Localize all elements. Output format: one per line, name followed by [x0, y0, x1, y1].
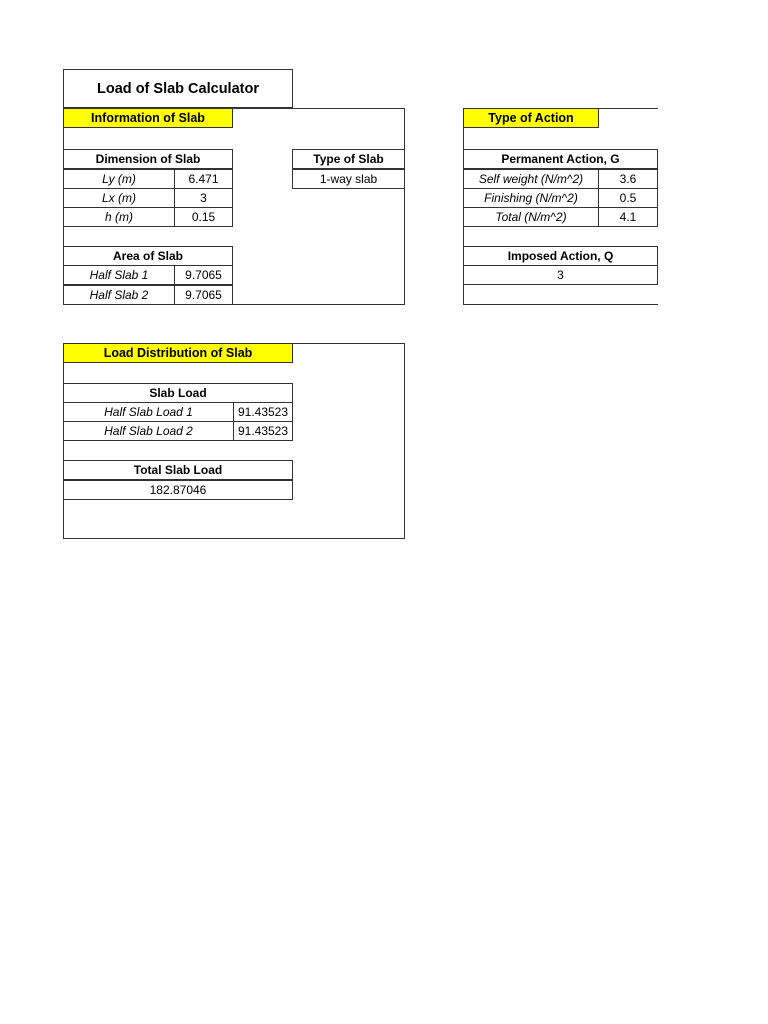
permanent-label-finishing: Finishing (N/m^2) — [463, 188, 599, 208]
slab-type-header: Type of Slab — [292, 149, 405, 169]
slab-load-label-1: Half Slab Load 1 — [63, 402, 234, 422]
permanent-value-self-weight[interactable]: 3.6 — [598, 169, 658, 189]
distribution-section — [63, 343, 405, 539]
dimension-label-h: h (m) — [63, 207, 175, 227]
imposed-action-value[interactable]: 3 — [463, 265, 658, 285]
area-value-half-1[interactable]: 9.7065 — [174, 265, 233, 285]
dimension-label-lx: Lx (m) — [63, 188, 175, 208]
total-slab-load-header: Total Slab Load — [63, 460, 293, 480]
permanent-action-header: Permanent Action, G — [463, 149, 658, 169]
permanent-label-total: Total (N/m^2) — [463, 207, 599, 227]
slab-load-value-2[interactable]: 91.43523 — [233, 421, 293, 441]
distribution-header: Load Distribution of Slab — [63, 343, 293, 363]
slab-load-header: Slab Load — [63, 383, 293, 403]
dimension-header: Dimension of Slab — [63, 149, 233, 169]
imposed-action-header: Imposed Action, Q — [463, 246, 658, 266]
slab-load-value-1[interactable]: 91.43523 — [233, 402, 293, 422]
permanent-value-finishing[interactable]: 0.5 — [598, 188, 658, 208]
total-slab-load-value[interactable]: 182.87046 — [63, 480, 293, 500]
permanent-value-total[interactable]: 4.1 — [598, 207, 658, 227]
area-label-half-2: Half Slab 2 — [63, 285, 175, 305]
dimension-value-h[interactable]: 0.15 — [174, 207, 233, 227]
area-label-half-1: Half Slab 1 — [63, 265, 175, 285]
action-header: Type of Action — [463, 108, 599, 128]
area-header: Area of Slab — [63, 246, 233, 266]
dimension-label-ly: Ly (m) — [63, 169, 175, 189]
dimension-value-lx[interactable]: 3 — [174, 188, 233, 208]
area-value-half-2[interactable]: 9.7065 — [174, 285, 233, 305]
slab-type-value[interactable]: 1-way slab — [292, 169, 405, 189]
page-title: Load of Slab Calculator — [63, 69, 293, 108]
slab-load-label-2: Half Slab Load 2 — [63, 421, 234, 441]
permanent-label-self-weight: Self weight (N/m^2) — [463, 169, 599, 189]
dimension-value-ly[interactable]: 6.471 — [174, 169, 233, 189]
information-header: Information of Slab — [63, 108, 233, 128]
